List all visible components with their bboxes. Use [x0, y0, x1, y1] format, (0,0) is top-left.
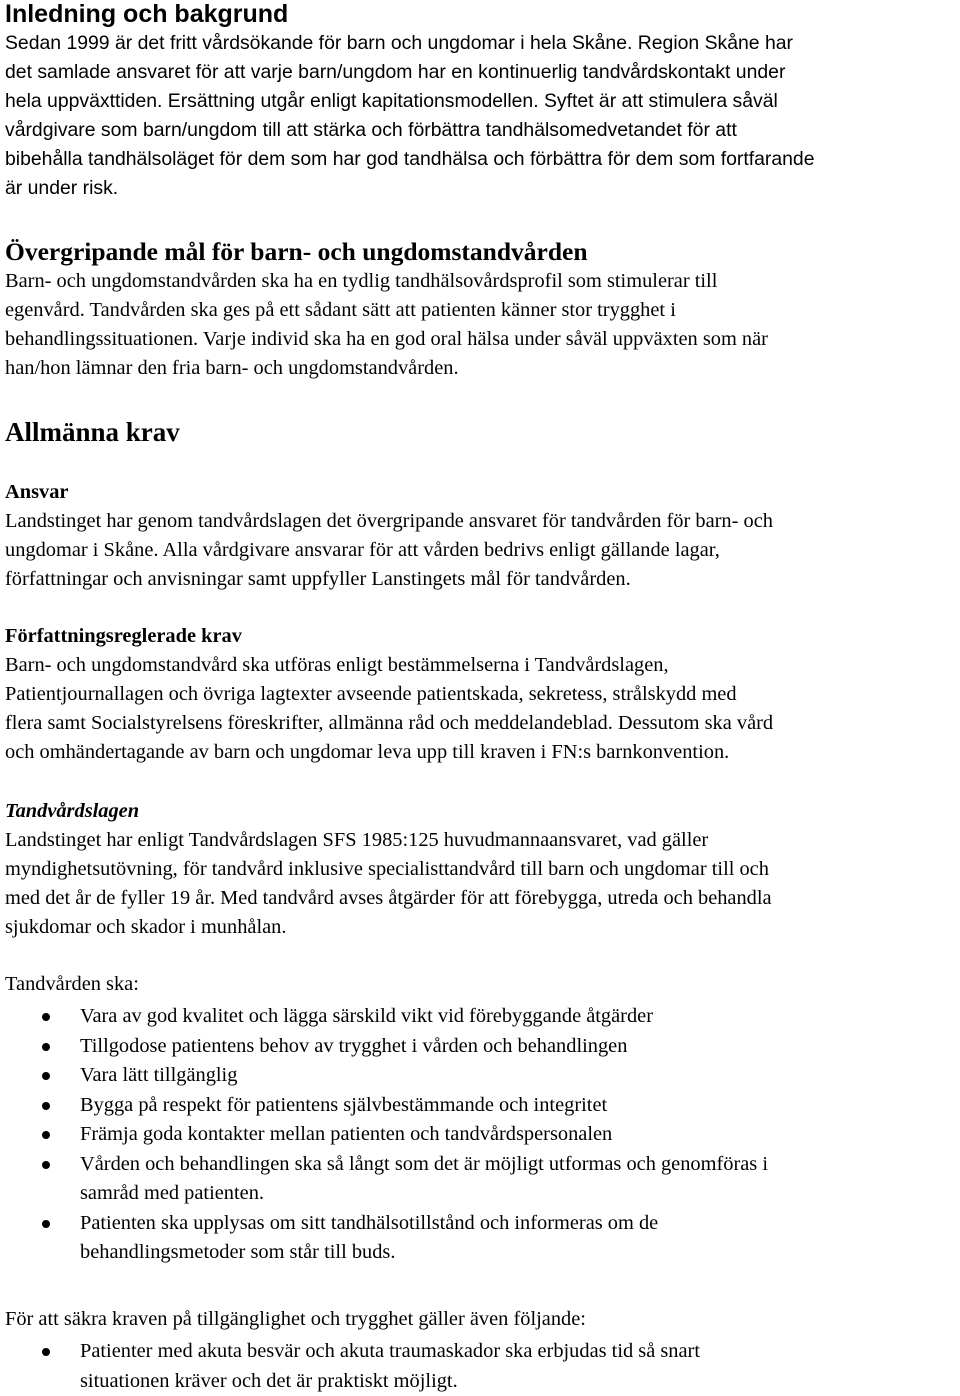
- text-line: Patientjournallagen och övriga lagtexter avseende patientskada, sekretess, strålskydd med: [5, 680, 957, 709]
- text-line: Barn- och ungdomstandvård ska utföras enligt bestämmelserna i Tandvårdslagen,: [5, 651, 957, 680]
- list-item: [5, 1061, 957, 1091]
- text-line: Landstinget har enligt Tandvårdslagen SFS 1985:125 huvudmannaansvaret, vad gäller: [5, 826, 957, 855]
- text-line: författningar och anvisningar samt uppfyller Lanstingets mål för tandvården.: [5, 565, 957, 594]
- bullet-icon: [42, 1102, 50, 1110]
- text-line: med det år de fyller 19 år. Med tandvård avses åtgärder för att förebygga, utreda och behandla: [5, 884, 957, 913]
- bullet-icon: [42, 1131, 50, 1139]
- section-ansvar: [5, 478, 957, 594]
- paragraph-forfattningsreglerade-krav: [5, 651, 957, 767]
- bullet-icon: [42, 1072, 50, 1080]
- section-tandvardslagen: [5, 797, 957, 942]
- tandvarden-ska-intro: Tandvården ska:: [5, 970, 957, 999]
- list-item: [5, 1002, 957, 1032]
- bullet-icon: [42, 1043, 50, 1051]
- list-item: [5, 1091, 957, 1121]
- text-line: flera samt Socialstyrelsens föreskrifter, allmänna råd och meddelandeblad. Dessutom ska vård: [5, 709, 957, 738]
- heading-overgripande-mal: Övergripande mål för barn- och ungdomstandvården: [5, 236, 957, 267]
- heading-inledning: Inledning och bakgrund: [5, 0, 957, 29]
- list-item-text: Främja goda kontakter mellan patienten och tandvårdspersonalen: [80, 1120, 957, 1150]
- paragraph-ansvar: [5, 507, 957, 594]
- list-item-text: Patienten ska upplysas om sitt tandhälsotillstånd och informeras om de: [80, 1209, 957, 1239]
- bullet-icon: [42, 1220, 50, 1228]
- paragraph-overgripande-mal: [5, 267, 957, 383]
- list-item-text: Vara lätt tillgänglig: [80, 1061, 957, 1091]
- list-item: [5, 1337, 957, 1396]
- list-item: [5, 1120, 957, 1150]
- text-line: sjukdomar och skador i munhålan.: [5, 913, 957, 942]
- bullet-icon: [42, 1161, 50, 1169]
- sakra-kraven-intro: För att säkra kraven på tillgänglighet och trygghet gäller även följande:: [5, 1305, 957, 1334]
- list-item: [5, 1032, 957, 1062]
- tandvarden-ska-list: [5, 1002, 957, 1268]
- list-item-text: Vården och behandlingen ska så långt som det är möjligt utformas och genomföras i: [80, 1150, 957, 1180]
- text-line: och omhändertagande av barn och ungdomar leva upp till kraven i FN:s barnkonvention.: [5, 738, 957, 767]
- sakra-kraven-list: [5, 1337, 957, 1396]
- list-item-text: Tillgodose patientens behov av trygghet i vården och behandlingen: [80, 1032, 957, 1062]
- paragraph-inledning: [5, 29, 957, 203]
- list-item: [5, 1209, 957, 1268]
- section-sakra-kraven: [5, 1305, 957, 1396]
- list-item-text: Bygga på respekt för patientens självbestämmande och integritet: [80, 1091, 957, 1121]
- section-tandvarden-ska: [5, 970, 957, 1268]
- list-item-text: samråd med patienten.: [80, 1179, 957, 1209]
- text-line: är under risk.: [5, 174, 957, 203]
- text-line: egenvård. Tandvården ska ges på ett sådant sätt att patienten känner stor trygghet i: [5, 296, 957, 325]
- text-line: han/hon lämnar den fria barn- och ungdomstandvården.: [5, 354, 957, 383]
- text-line: vårdgivare som barn/ungdom till att stärka och förbättra tandhälsomedvetandet för att: [5, 116, 957, 145]
- list-item: [5, 1150, 957, 1209]
- section-inledning: [5, 0, 957, 203]
- text-line: bibehålla tandhälsoläget för dem som har god tandhälsa och förbättra för dem som fortfarande: [5, 145, 957, 174]
- text-line: Landstinget har genom tandvårdslagen det övergripande ansvaret för tandvården för barn- och: [5, 507, 957, 536]
- list-item-text: Patienter med akuta besvär och akuta traumaskador ska erbjudas tid så snart: [80, 1337, 957, 1367]
- list-item-text: Vara av god kvalitet och lägga särskild vikt vid förebyggande åtgärder: [80, 1002, 957, 1032]
- section-overgripande-mal: [5, 236, 957, 383]
- section-forfattningsreglerade-krav: [5, 622, 957, 767]
- text-line: behandlingssituationen. Varje individ ska ha en god oral hälsa under såväl uppväxten som när: [5, 325, 957, 354]
- text-line: ungdomar i Skåne. Alla vårdgivare ansvarar för att vården bedrivs enligt gällande lagar,: [5, 536, 957, 565]
- bullet-icon: [42, 1013, 50, 1021]
- text-line: myndighetsutövning, för tandvård inklusive specialisttandvård till barn och ungdomar till och: [5, 855, 957, 884]
- text-line: det samlade ansvaret för att varje barn/ungdom har en kontinuerlig tandvårdskontakt under: [5, 58, 957, 87]
- heading-forfattningsreglerade-krav: Författningsreglerade krav: [5, 622, 957, 651]
- text-line: Barn- och ungdomstandvården ska ha en tydlig tandhälsovårdsprofil som stimulerar till: [5, 267, 957, 296]
- heading-tandvardslagen: Tandvårdslagen: [5, 797, 957, 826]
- paragraph-tandvardslagen: [5, 826, 957, 942]
- list-item-text: behandlingsmetoder som står till buds.: [80, 1238, 957, 1268]
- heading-ansvar: Ansvar: [5, 478, 957, 507]
- heading-allmanna-krav: Allmänna krav: [5, 416, 180, 448]
- text-line: Sedan 1999 är det fritt vårdsökande för barn och ungdomar i hela Skåne. Region Skåne har: [5, 29, 957, 58]
- text-line: hela uppväxttiden. Ersättning utgår enligt kapitationsmodellen. Syftet är att stimulera såväl: [5, 87, 957, 116]
- bullet-icon: [42, 1348, 50, 1356]
- list-item-text: situationen kräver och det är praktiskt möjligt.: [80, 1367, 957, 1396]
